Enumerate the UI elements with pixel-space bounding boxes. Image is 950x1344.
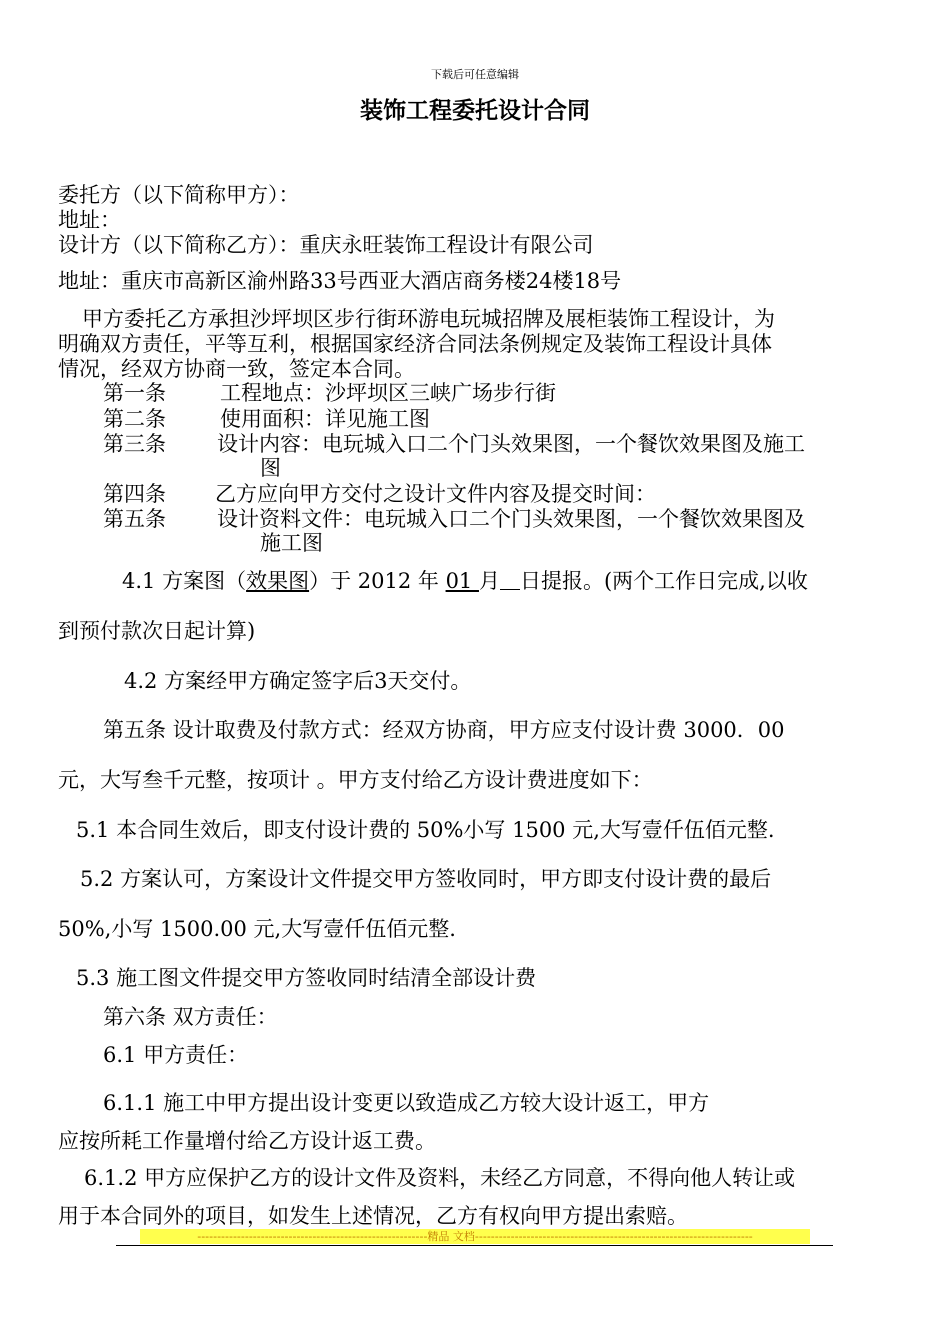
clause-5-1: 5.1 本合同生效后，即支付设计费的 50%小写 1500 元,大写壹仟伍佰元整.: [76, 818, 775, 842]
clause-4-1-month-unit: 月: [478, 569, 500, 593]
clause-4-1-part-a: 4.1 方案图（: [122, 569, 247, 593]
party-a-address: 地址：: [58, 208, 121, 232]
article-3-label: 第三条: [103, 432, 166, 456]
document-title: 装饰工程委托设计合同: [360, 98, 590, 124]
clause-4-2: 4.2 方案经甲方确定签字后3天交付。: [124, 669, 472, 693]
clause-5-2-line-1: 5.2 方案认可，方案设计文件提交甲方签收同时，甲方即支付设计费的最后: [80, 867, 772, 891]
intro-line-1: 甲方委托乙方承担沙坪坝区步行街环游电玩城招牌及展柜装饰工程设计，为: [82, 307, 775, 331]
clause-5-3: 5.3 施工图文件提交甲方签收同时结清全部设计费: [76, 966, 537, 990]
header-note: 下载后可任意编辑: [431, 68, 519, 81]
clause-6-1: 6.1 甲方责任：: [103, 1043, 249, 1067]
footer-divider: [116, 1245, 833, 1246]
clause-6-1-1-line-1: 6.1.1 施工中甲方提出设计变更以致造成乙方较大设计返工，甲方: [103, 1091, 710, 1115]
article-6: 第六条 双方责任：: [103, 1005, 278, 1029]
clause-4-1-part-f: 日提报。(两个工作日完成,以收: [519, 569, 808, 593]
clause-4-1-day-blank: [500, 569, 520, 590]
article-3-text: 设计内容：电玩城入口二个门头效果图，一个餐饮效果图及施工: [217, 432, 805, 456]
article-2-text: 使用面积：详见施工图: [220, 407, 430, 431]
article-1-text: 工程地点：沙坪坝区三峡广场步行街: [220, 381, 556, 405]
clause-4-1-effect-drawing: 效果图: [246, 569, 310, 593]
article-5-label: 第五条: [103, 507, 166, 531]
clause-4-1-month: 01: [445, 569, 479, 593]
footer-watermark-bar: ----------------------------------------------------------精品 文档----------------------------------------------------------------------: [140, 1229, 810, 1244]
clause-4-1-part-c: ）于 2012 年: [309, 569, 446, 593]
article-1-label: 第一条: [103, 381, 166, 405]
clause-4-1-line-1: [122, 568, 808, 594]
fee-line-1: 第五条 设计取费及付款方式：经双方协商，甲方应支付设计费 3000．00: [103, 718, 785, 742]
intro-line-3: 情况，经双方协商一致，签定本合同。: [58, 357, 415, 381]
party-b-line: 设计方（以下简称乙方）：重庆永旺装饰工程设计有限公司: [58, 233, 594, 257]
clause-4-1-line-2: 到预付款次日起计算): [58, 619, 256, 643]
clause-6-1-2-line-1: 6.1.2 甲方应保护乙方的设计文件及资料，未经乙方同意，不得向他人转让或: [84, 1166, 796, 1190]
fee-line-2: 元，大写叁千元整，按项计 。甲方支付给乙方设计费进度如下：: [58, 768, 653, 792]
article-5-continuation: 施工图: [260, 531, 323, 555]
clause-5-2-line-2: 50%,小写 1500.00 元,大写壹仟伍佰元整.: [58, 917, 456, 941]
article-5-text: 设计资料文件：电玩城入口二个门头效果图，一个餐饮效果图及: [217, 507, 805, 531]
article-2-label: 第二条: [103, 407, 166, 431]
article-4-label: 第四条: [103, 482, 166, 506]
clause-6-1-1-line-2: 应按所耗工作量增付给乙方设计返工费。: [58, 1129, 436, 1153]
intro-line-2: 明确双方责任，平等互利，根据国家经济合同法条例规定及装饰工程设计具体: [58, 332, 772, 356]
party-b-address: 地址：重庆市高新区渝州路33号西亚大酒店商务楼24楼18号: [58, 269, 622, 293]
clause-6-1-2-line-2: 用于本合同外的项目，如发生上述情况，乙方有权向甲方提出索赔。: [58, 1204, 688, 1228]
article-4-text: 乙方应向甲方交付之设计文件内容及提交时间：: [215, 482, 656, 506]
party-a-line: 委托方（以下简称甲方）：: [58, 183, 300, 207]
article-3-continuation: 图: [260, 456, 281, 480]
